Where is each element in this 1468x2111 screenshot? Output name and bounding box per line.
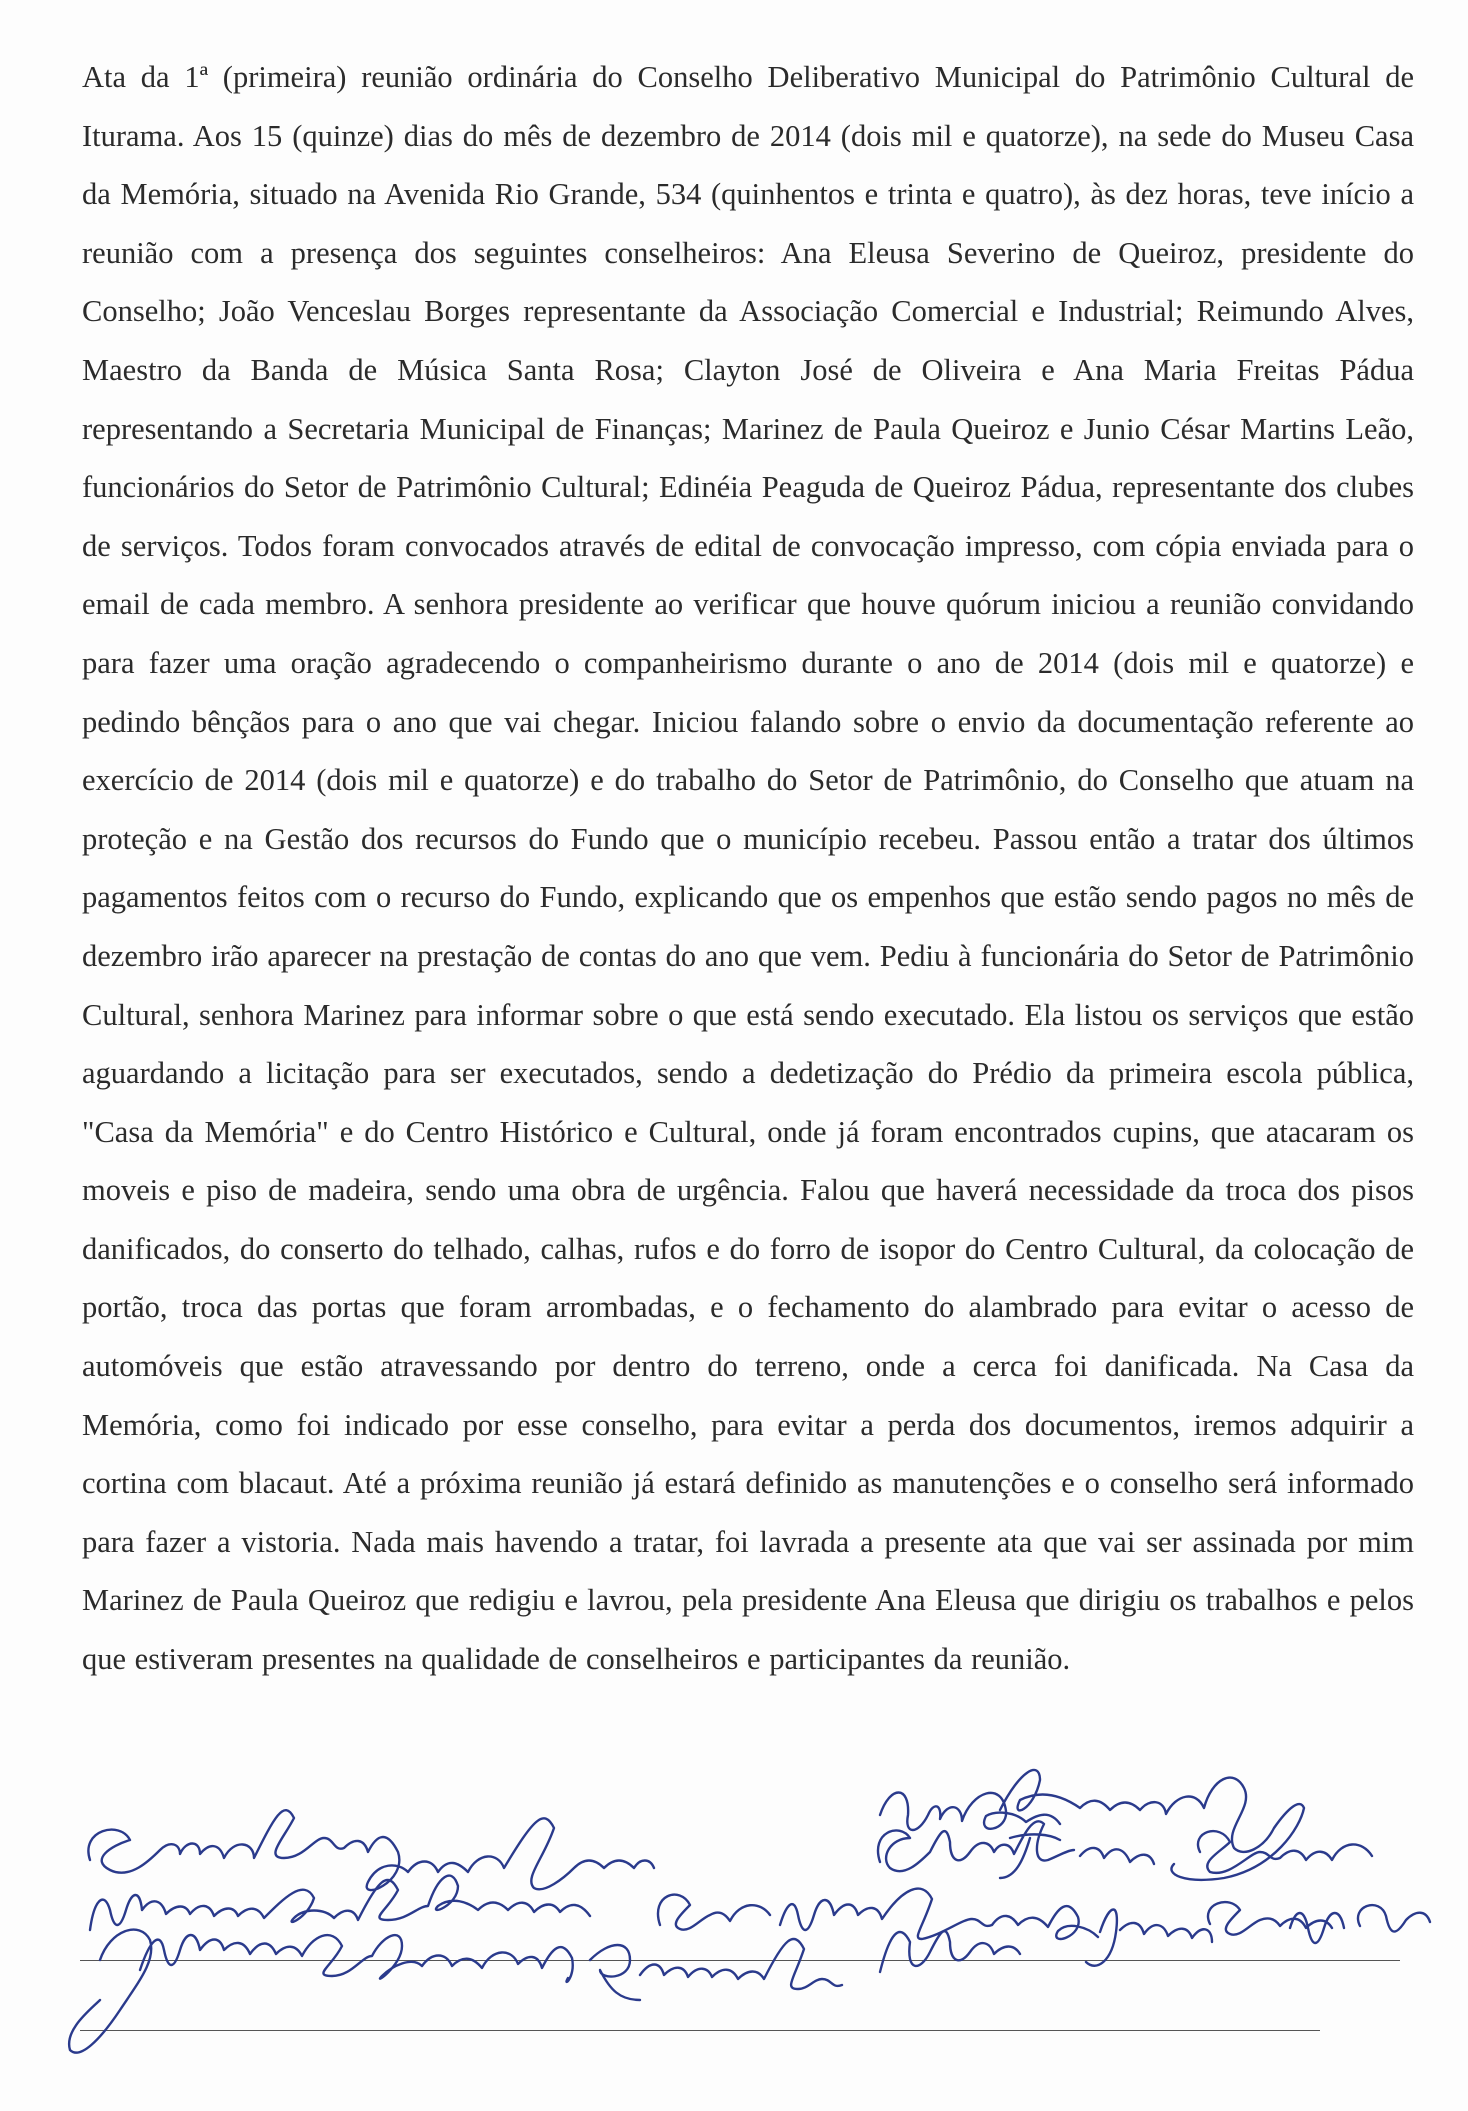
signature-edineia	[88, 1810, 654, 1890]
signature-line-2	[80, 2030, 1320, 2031]
signature-clayton	[878, 1821, 1372, 1878]
signature-junio	[1086, 1902, 1430, 1966]
signature-marinez	[90, 1876, 590, 1930]
signature-line-1	[80, 1960, 1400, 1961]
signature-ana-eleusa	[880, 1770, 1304, 1880]
signature-reimundo	[590, 1931, 1020, 2000]
signature-ana-maria	[658, 1889, 1098, 1939]
signature-joao-venceslau	[69, 1930, 573, 2053]
minutes-text: Ata da 1ª (primeira) reunião ordinária do Conselho Deliberativo Municipal do Patrimônio Cultural de Iturama. Aos 15 (quinze) dias do mês de dezembro de 2014 (dois mil e quatorze), na sede do Museu Casa da Memória, situado na Avenida Rio Grande, 534 (quinhentos e trinta e quatro), às dez horas, teve início a reunião com a presença dos seguintes conselheiros: Ana Eleusa Severino de Queiroz, presidente do Conselho; João Venceslau Borges representante da Associação Comercial e Industrial; Reimundo Alves, Maestro da Banda de Música Santa Rosa; Clayton José de Oliveira e Ana Maria Freitas Pádua representando a Secretaria Municipal de Finanças; Marinez de Paula Queiroz e Junio César Martins Leão, funcionários do Setor de Patrimônio Cultural; Edinéia Peaguda de Queiroz Pádua, representante dos clubes de serviços. Todos foram convocados através de edital de convocação impresso, com cópia enviada para o email de cada membro. A senhora presidente ao verificar que houve quórum iniciou a reunião convidando para fazer uma oração agradecendo o companheirismo durante o ano de 2014 (dois mil e quatorze) e pedindo bênçãos para o ano que vai chegar. Iniciou falando sobre o envio da documentação referente ao exercício de 2014 (dois mil e quatorze) e do trabalho do Setor de Patrimônio, do Conselho que atuam na proteção e na Gestão dos recursos do Fundo que o município recebeu. Passou então a tratar dos últimos pagamentos feitos com o recurso do Fundo, explicando que os empenhos que estão sendo pagos no mês de dezembro irão aparecer na prestação de contas do ano que vem. Pediu à funcionária do Setor de Patrimônio Cultural, senhora Marinez para informar sobre o que está sendo executado. Ela listou os serviços que estão aguardando a licitação para ser executados, sendo a dedetização do Prédio da primeira escola pública, "Casa da Memória" e do Centro Histórico e Cultural, onde já foram encontrados cupins, que atacaram os moveis e piso de madeira, sendo uma obra de urgência. Falou que haverá necessidade da troca dos pisos danificados, do conserto do telhado, calhas, rufos e do forro de isopor do Centro Cultural, da colocação de portão, troca das portas que foram arrombadas, e o fechamento do alambrado para evitar o acesso de automóveis que estão atravessando por dentro do terreno, onde a cerca foi danificada. Na Casa da Memória, como foi indicado por esse conselho, para evitar a perda dos documentos, iremos adquirir a cortina com blacaut. Até a próxima reunião já estará definido as manutenções e o conselho será informado para fazer a vistoria. Nada mais havendo a tratar, foi lavrada a presente ata que vai ser assinada por mim Marinez de Paula Queiroz que redigiu e lavrou, pela presidente Ana Eleusa que dirigiu os trabalhos e pelos que estiveram presentes na qualidade de conselheiros e participantes da reunião.	[82, 60, 1414, 1677]
